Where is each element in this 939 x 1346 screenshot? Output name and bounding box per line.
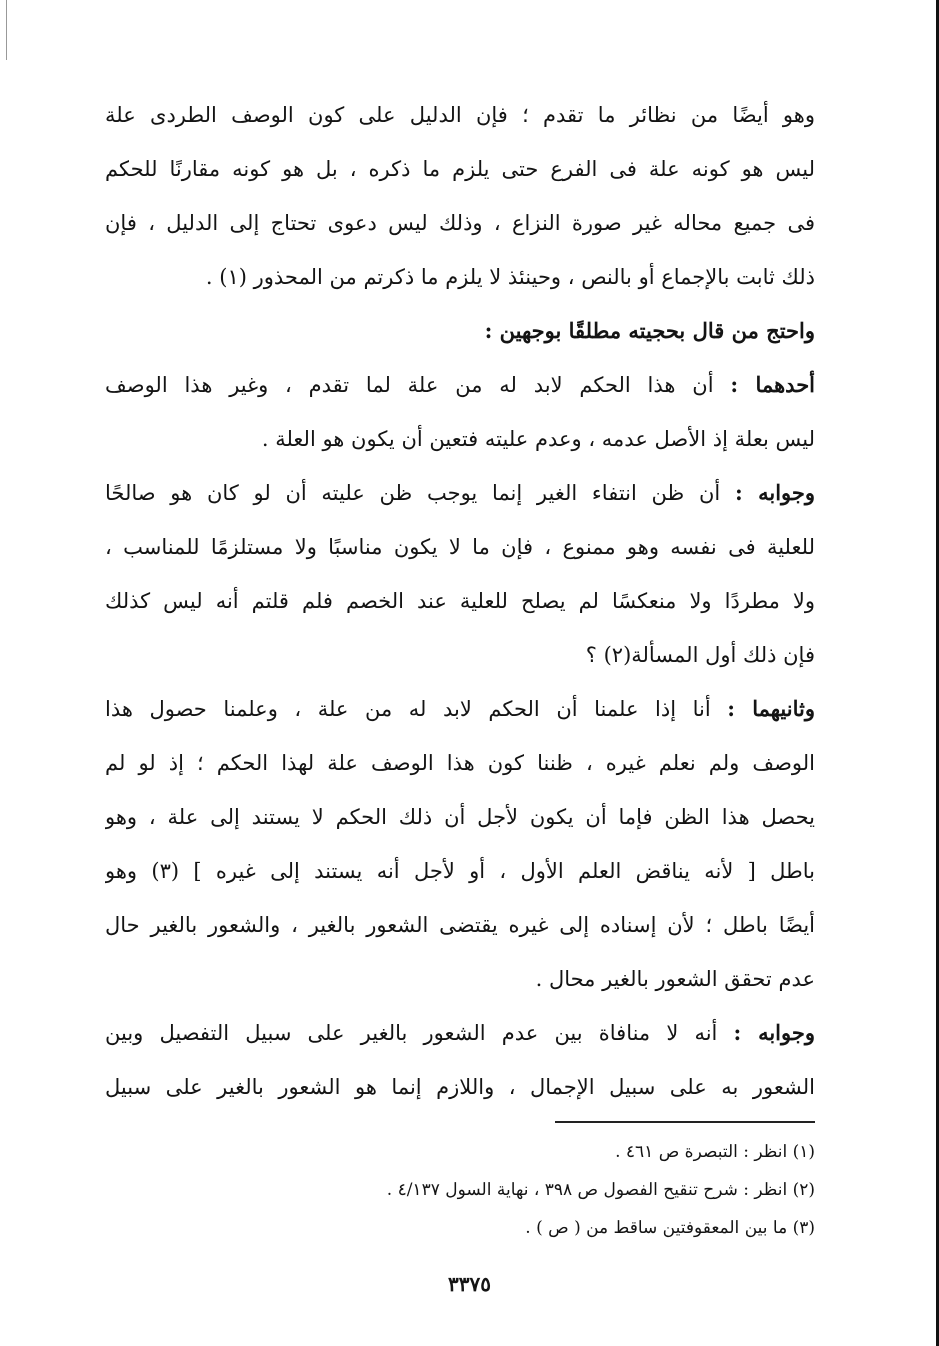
page-number: ٣٣٧٥ (448, 1272, 491, 1296)
text-line: فى جميع محاله غير صورة النزاع ، وذلك ليس دعوى تحتاج إلى الدليل ، فإن (105, 211, 815, 235)
paragraph-5 (105, 682, 815, 1006)
text-line: فإن ذلك أول المسألة(٢) ؟ (585, 643, 815, 667)
text-line: ليس بعلة إذ الأصل عدمه ، وعدم عليته فتعين أن يكون هو العلة . (261, 427, 815, 451)
paragraph-3 (105, 358, 815, 466)
paragraph-6 (105, 1006, 815, 1114)
paragraph-lead: وجوابه : (734, 480, 815, 505)
text-line: عدم تحقق الشعور بالغير محال . (535, 967, 815, 991)
text-line: أيضًا باطل ؛ لأن إسناده إلى غيره يقتضى الشعور بالغير ، والشعور بالغير حال (105, 913, 815, 937)
paragraph-1 (105, 88, 815, 304)
scan-edge-left (6, 0, 7, 60)
paragraph-lead: وجوابه : (733, 1020, 815, 1045)
text-line: أنه لا منافاة بين عدم الشعور بالغير على سبيل التفصيل وبين (105, 1021, 718, 1045)
paragraph-4 (105, 466, 815, 682)
footnotes (105, 1133, 815, 1247)
section-heading: واحتج من قال بحجيته مطلقًا بوجهين : (484, 318, 815, 343)
text-line: أنا إذا علمنا أن الحكم لابد له من علة ، وعلمنا حصول هذا (105, 697, 711, 721)
footnote-2: (٢) انظر : شرح تنقيح الفصول ص ٣٩٨ ، نهاية السول ٤/١٣٧ . (386, 1180, 815, 1200)
text-line: أن ظن انتفاء الغير إنما يوجب ظن عليته أن لو كان هو صالحًا (105, 481, 721, 505)
paragraph-2 (105, 304, 815, 358)
text-line: ذلك ثابت بالإجماع أو بالنص ، وحينئذ لا يلزم ما ذكرتم من المحذور (١) . (205, 265, 815, 289)
footnote-rule (555, 1121, 815, 1123)
text-line: للعلية فى نفسه وهو ممنوع ، فإن ما لا يكون مناسبًا ولا مستلزمًا للمناسب ، (105, 535, 815, 559)
text-line: الوصف ولم نعلم غيره ، ظننا كون هذا الوصف علة لهذا الحكم ؛ إذ لو لم (105, 751, 815, 775)
text-line: وهو أيضًا من نظائر ما تقدم ؛ فإن الدليل على كون الوصف الطردى علة (105, 103, 815, 127)
paragraph-lead: وثانيهما : (727, 696, 815, 721)
main-text (105, 88, 815, 1114)
paragraph-lead: أحدهما : (730, 372, 815, 397)
text-line: باطل [ لأنه يناقض العلم الأول ، أو لأجل أنه يستند إلى غيره ] (٣) وهو (105, 859, 815, 883)
text-line: الشعور به على سبيل الإجمال ، واللازم إنما هو الشعور بالغير على سبيل (105, 1075, 815, 1099)
text-line: ولا مطردًا ولا منعكسًا لم يصلح للعلية عند الخصم فلم قلتم أنه ليس كذلك (105, 589, 815, 613)
text-line: أن هذا الحكم لابد له من علة لما تقدم ، وغير هذا الوصف (105, 373, 714, 397)
footnote-1: (١) انظر : التبصرة ص ٤٦١ . (615, 1142, 815, 1162)
text-line: ليس هو كونه علة فى الفرع حتى يلزم ما ذكره ، بل هو كونه مقارنًا للحكم (105, 157, 815, 181)
footnote-3: (٣) ما بين المعقوفتين ساقط من ( ص ) . (525, 1218, 815, 1238)
text-line: يحصل هذا الظن فإما أن يكون لأجل أن ذلك الحكم لا يستند إلى علة ، وهو (105, 805, 815, 829)
